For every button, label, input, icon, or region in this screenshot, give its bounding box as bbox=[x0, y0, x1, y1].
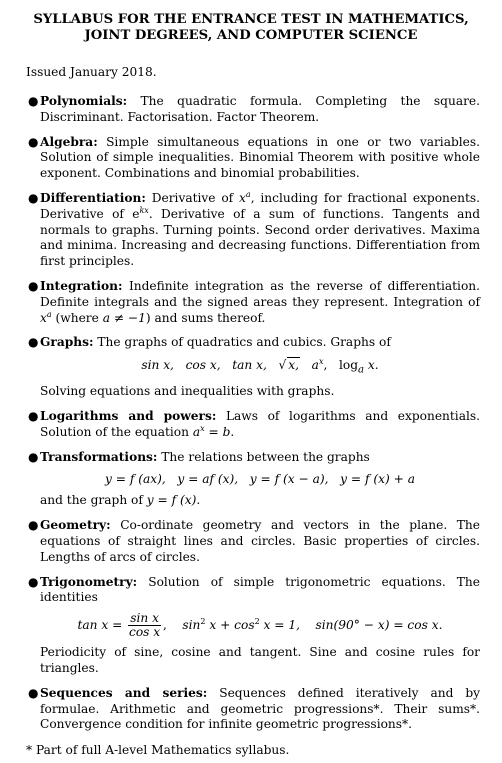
topic-text: The quadratic formula. Completing the square. Discriminant. Factorisation. Factor Theorem. bbox=[40, 94, 481, 124]
math-fraction-denominator: cos x bbox=[129, 625, 161, 640]
math-cos: cos x, bbox=[185, 358, 221, 373]
topics-list bbox=[14, 94, 488, 733]
topic-heading: Sequences and series: bbox=[40, 685, 208, 700]
title-line-1: SYLLABUS FOR THE ENTRANCE TEST IN MATHEMATICS, bbox=[33, 12, 469, 27]
math-fraction bbox=[128, 612, 161, 639]
topic-text: (where bbox=[51, 310, 103, 325]
topic-heading: Graphs: bbox=[40, 335, 94, 350]
topic-text: Derivative of bbox=[151, 190, 240, 205]
topic-text: , including for fractional exponents. Derivative of e bbox=[40, 190, 480, 221]
math-pyth-mid: x + cos bbox=[205, 618, 255, 633]
topic-logarithms bbox=[14, 409, 488, 441]
math-exponent-a: a bbox=[245, 189, 251, 199]
topic-text: Sequences defined iteratively and by formulae. Arithmetic and geometric progressions*. Their sums*. Convergence condition for infinite geometric progressions*. bbox=[40, 685, 481, 732]
math-y-fx: y = f (x) bbox=[146, 493, 197, 508]
bullet-icon: ● bbox=[28, 518, 39, 533]
bullet-icon: ● bbox=[28, 335, 39, 350]
math-comma: , bbox=[323, 358, 328, 373]
math-a: a bbox=[192, 424, 201, 439]
document-title bbox=[14, 12, 488, 44]
topic-heading: Differentiation: bbox=[40, 190, 146, 205]
topic-heading: Polynomials: bbox=[40, 94, 128, 108]
topic-differentiation bbox=[14, 191, 488, 270]
math-x: x bbox=[239, 190, 246, 205]
topic-text-after: Solving equations and inequalities with graphs. bbox=[40, 384, 335, 399]
topic-text: Co-ordinate geometry and vectors in the plane. The equations of straight lines and circles. Basic properties of circles. Lengths of arcs of circles. bbox=[40, 518, 480, 564]
topic-text: Laws of logarithms and exponentials. Solution of the equation bbox=[40, 409, 480, 439]
topic-heading: Integration: bbox=[40, 278, 123, 293]
math-log-base: a bbox=[358, 364, 365, 376]
math-log: log bbox=[338, 358, 358, 373]
topic-heading: Trigonometry: bbox=[40, 574, 138, 589]
bullet-icon: ● bbox=[28, 190, 39, 205]
topic-text: ) and sums thereof. bbox=[145, 310, 266, 325]
math-condition: a ≠ −1 bbox=[102, 310, 146, 325]
topic-integration bbox=[14, 279, 488, 326]
topic-trigonometry bbox=[14, 575, 488, 677]
math-exponent-a: a bbox=[46, 309, 52, 319]
math-sup-2: 2 bbox=[200, 617, 206, 627]
topic-transformations bbox=[14, 450, 488, 509]
sqrt-icon: √ bbox=[278, 358, 287, 373]
math-fraction-numerator: sin x bbox=[130, 611, 159, 626]
math-pyth-end: x = 1, bbox=[259, 618, 301, 633]
bullet-icon: ● bbox=[28, 278, 39, 293]
footnote: * Part of full A-level Mathematics syllabus. bbox=[26, 743, 290, 758]
topic-algebra bbox=[14, 135, 488, 182]
topic-heading: Algebra: bbox=[40, 134, 98, 149]
title-line-2: JOINT DEGREES, AND COMPUTER SCIENCE bbox=[84, 28, 418, 43]
bullet-icon: ● bbox=[28, 574, 39, 589]
topic-text: The graphs of quadratics and cubics. Graphs of bbox=[97, 335, 391, 350]
math-pyth-sin: sin bbox=[182, 618, 201, 633]
math-cofunction: sin(90° − x) = cos x. bbox=[315, 618, 443, 633]
bullet-icon: ● bbox=[28, 685, 39, 700]
topic-text: Simple simultaneous equations in one or two variables. Solution of simple inequalities. Binomial Theorem with positive whole exponent. Combinations and binomial probabilities. bbox=[40, 134, 481, 181]
math-b: b bbox=[222, 424, 231, 439]
topic-text: . bbox=[196, 493, 201, 508]
topic-text-after bbox=[40, 493, 480, 509]
trig-display-math bbox=[40, 612, 480, 639]
math-comma: , bbox=[162, 618, 167, 633]
bullet-icon: ● bbox=[28, 134, 39, 149]
topic-sequences bbox=[14, 686, 488, 733]
topic-text: Solution of simple trigonometric equations. The identities bbox=[40, 574, 480, 605]
math-equals: = bbox=[204, 424, 223, 439]
topic-polynomials bbox=[14, 94, 488, 126]
bullet-icon: ● bbox=[28, 409, 39, 424]
topic-text: The relations between the graphs bbox=[161, 449, 370, 464]
math-x: x bbox=[40, 310, 47, 325]
math-sup-2: 2 bbox=[254, 617, 260, 627]
topic-geometry bbox=[14, 518, 488, 565]
math-exponent-x: x bbox=[318, 357, 324, 367]
graphs-display-math bbox=[40, 357, 480, 378]
topic-heading: Transformations: bbox=[40, 449, 158, 464]
math-log-arg: x. bbox=[364, 358, 379, 373]
math-exponent-x: x bbox=[200, 423, 205, 433]
topic-heading: Logarithms and powers: bbox=[40, 409, 217, 424]
transformations-display-math: y = f (ax), y = af (x), y = f (x − a), y = f (x) + a bbox=[105, 471, 415, 486]
topic-text-after: Periodicity of sine, cosine and tangent. Sine and cosine rules for triangles. bbox=[40, 645, 480, 675]
topic-heading: Geometry: bbox=[40, 518, 111, 533]
bullet-icon: ● bbox=[28, 94, 39, 108]
math-exponent-kx: kx bbox=[139, 205, 149, 215]
math-sin: sin x, bbox=[141, 358, 174, 373]
topic-text: . bbox=[230, 424, 235, 439]
math-tan: tan x, bbox=[232, 358, 267, 373]
topic-text: Indefinite integration as the reverse of differentiation. Definite integrals and the signed areas they represent. Integration of bbox=[40, 278, 480, 309]
topic-text: and the graph of bbox=[40, 493, 147, 508]
math-tan-lhs: tan x = bbox=[77, 618, 123, 633]
math-a: a bbox=[311, 358, 319, 373]
math-sqrt-x: x, bbox=[288, 358, 300, 373]
bullet-icon: ● bbox=[28, 449, 39, 464]
topic-graphs bbox=[14, 335, 488, 400]
issued-date: Issued January 2018. bbox=[26, 65, 157, 79]
topic-text: . Derivative of a sum of functions. Tangents and normals to graphs. Turning points. Second order derivatives. Maxima and minima. Increasing and decreasing functions. Differentiation from first principles. bbox=[40, 206, 480, 269]
